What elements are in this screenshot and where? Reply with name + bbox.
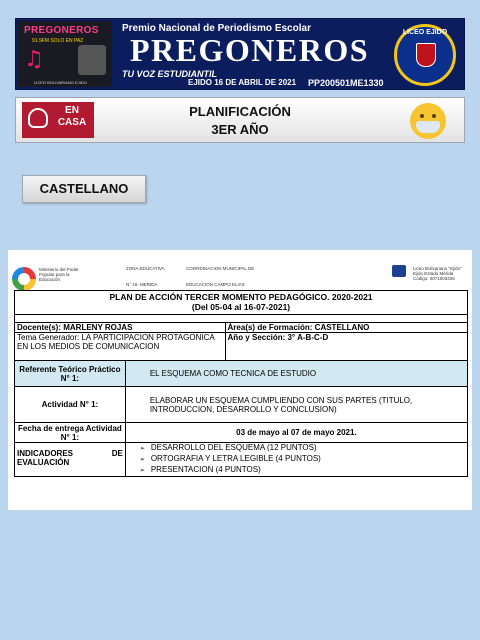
ministry-name: Ministerio del Poder Popular para la Educación [39, 267, 79, 282]
referente-value: EL ESQUEMA COMO TECNICA DE ESTUDIO [125, 361, 467, 387]
speaker-icon [78, 45, 106, 75]
area-cell: Área(s) de Formación: CASTELLANO [225, 323, 467, 333]
en-casa-text: EN CASA [57, 105, 87, 128]
document-page [8, 250, 472, 510]
radio-subtitle: 91.9FM SOLO EN PAZ [32, 38, 84, 44]
subject-tag: CASTELLANO [22, 175, 146, 203]
table-row [15, 387, 468, 423]
table-row [15, 315, 468, 323]
publication-code: PP200501ME1330 [308, 78, 384, 88]
shield-icon [416, 43, 436, 67]
school-seal-icon [394, 24, 456, 86]
table-row [15, 423, 468, 443]
masked-smiley-icon [410, 103, 446, 139]
radio-logo [18, 21, 112, 87]
indicadores-label: INDICADORES DE EVALUACIÓN [15, 443, 126, 477]
action-plan-table [14, 290, 468, 477]
face-mask-icon [416, 121, 440, 133]
zona-number: N° 16- MERIDA [126, 282, 158, 287]
arrow-icon: ➢ [139, 446, 145, 452]
indicator-text: PRESENTACION (4 PUNTOS) [150, 465, 261, 474]
eye-icon [432, 114, 436, 118]
arrow-icon: ➢ [139, 457, 145, 463]
docente-cell: Docente(s): MARLENY ROJAS [15, 323, 226, 333]
publication-date: EJIDO 16 DE ABRIL DE 2021 [188, 78, 297, 87]
table-row [15, 443, 468, 477]
table-row [15, 323, 468, 333]
indicator-list [128, 443, 465, 476]
seal-text: LICEO EJIDO [402, 29, 448, 36]
plan-title: PLAN DE ACCIÓN TERCER MOMENTO PEDAGÓGICO. 2020-2021 [109, 292, 373, 302]
brand-title: PREGONEROS [130, 32, 370, 68]
indicator-text: DESARROLLO DEL ESQUEMA (12 PUNTOS) [150, 443, 317, 452]
plan-period: (Del 05-04 al 16-07-2021) [191, 302, 291, 312]
planning-bar [15, 97, 465, 143]
radio-title: PREGONEROS [24, 25, 99, 36]
indicator-text: ORTOGRAFIA Y LETRA LEGIBLE (4 PUNTOS) [150, 454, 321, 463]
tema-cell: Tema Generador: LA PARTICIPACION PROTAGONICA EN LOS MEDIOS DE COMUNICACION [15, 333, 226, 361]
table-row [15, 333, 468, 361]
ministry-logo-icon [12, 267, 36, 291]
list-item [140, 454, 465, 465]
planning-title: PLANIFICACIÓN [189, 104, 291, 119]
table-row [15, 291, 468, 315]
liceo-logo-icon [392, 265, 406, 277]
actividad-value: ELABORAR UN ESQUEMA CUMPLIENDO CON SUS PARTES (TITULO, INTRODUCCION, DESARROLLO Y CONCLUSION) [125, 387, 467, 423]
eye-icon [420, 114, 424, 118]
header-banner [15, 18, 465, 90]
actividad-label: Actividad N° 1: [15, 387, 126, 423]
fecha-value: 03 de mayo al 07 de mayo 2021. [125, 423, 467, 443]
radio-footer: LICEO BOLIVARIANO EJIDO [34, 80, 87, 85]
educacion-municipio: EDUCACION CAMPO ELIAS [186, 282, 245, 287]
list-item [140, 465, 465, 476]
grade-title: 3ER AÑO [211, 122, 269, 137]
award-text: Premio Nacional de Periodismo Escolar [122, 23, 311, 34]
tagline: TU VOZ ESTUDIANTIL [122, 69, 217, 79]
zona-educativa: ZONA EDUCATIVA [126, 266, 165, 271]
table-title [15, 291, 468, 315]
table-row [15, 361, 468, 387]
spacer-cell [15, 315, 468, 323]
coordinacion: COORDINACION MUNICIPAL DE [186, 266, 255, 271]
indicadores-list-cell [125, 443, 467, 477]
anio-cell: Año y Sección: 3° A-B-C-D [225, 333, 467, 361]
fecha-label: Fecha de entrega Actividad N° 1: [15, 423, 126, 443]
arrow-icon: ➢ [139, 468, 145, 474]
music-note-icon: ♫ [24, 47, 44, 72]
list-item [140, 443, 465, 454]
referente-label: Referente Teórico Práctico N° 1: [15, 361, 126, 387]
liceo-info: Liceo Bolivariano "Ejido" Ejido Estado Mérida Código: 0071003406 [413, 266, 462, 281]
